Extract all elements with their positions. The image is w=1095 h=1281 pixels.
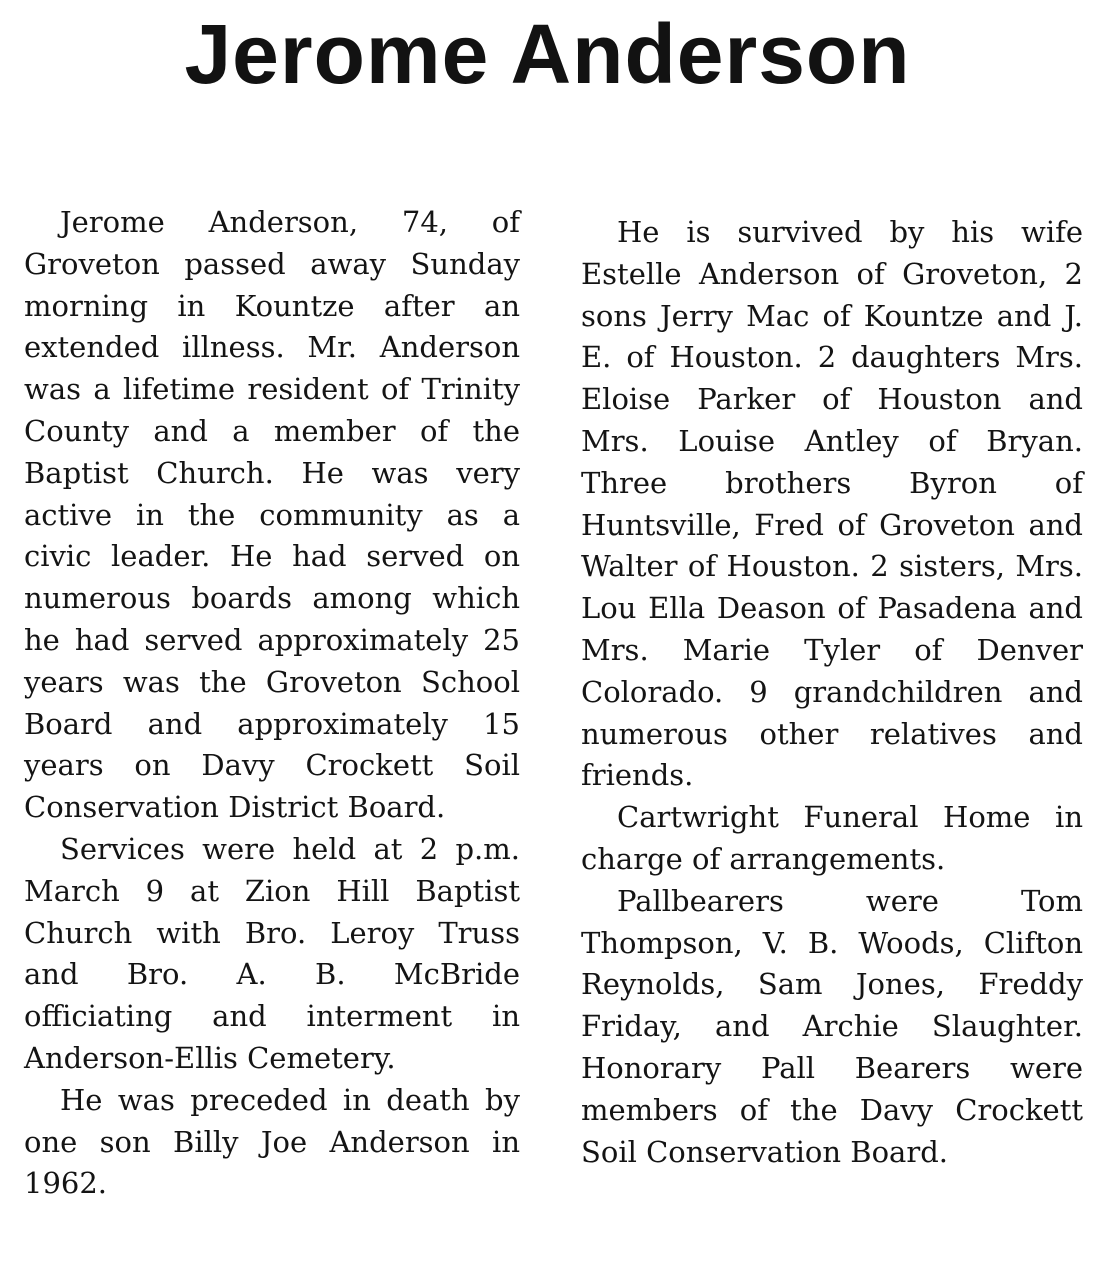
obituary-headline: Jerome Anderson xyxy=(184,7,911,101)
obituary-paragraph-death-notice: Jerome Anderson, 74, of Groveton passed away Sunday morning in Kountze after an extended illness. Mr. Anderson was a lifetime resident of Trinity County and a member of the Baptist Church. He was very active in the community as a civic leader. He had served on numerous boards among which he had served approximately 25 years was the Groveton School Board and approximately 15 years on Davy Crockett Soil Conservation District Board. xyxy=(24,205,520,825)
obituary-paragraph-pallbearers: Pallbearers were Tom Thompson, V. B. Woods, Clifton Reynolds, Sam Jones, Freddy Friday, and Archie Slaughter. Honorary Pall Bearers were members of the Davy Crockett Soil Conservation Board. xyxy=(581,883,1083,1169)
obituary-paragraph-funeral-home: Cartwright Funeral Home in charge of arrangements. xyxy=(581,800,1083,876)
obituary-paragraph-preceded: He was preceded in death by one son Billy Joe Anderson in 1962. xyxy=(24,1082,520,1201)
right-column xyxy=(581,212,1083,1173)
obituary-paragraph-services: Services were held at 2 p.m. March 9 at Zion Hill Baptist Church with Bro. Leroy Truss and Bro. A. B. McBride officiating and interment in Anderson-Ellis Cemetery. xyxy=(24,831,520,1075)
left-column xyxy=(24,202,520,1205)
obituary-paragraph-survivors: He is survived by his wife Estelle Anderson of Groveton, 2 sons Jerry Mac of Kountze and J. E. of Houston. 2 daughters Mrs. Eloise Parker of Houston and Mrs. Louise Antley of Bryan. Three brothers Byron of Huntsville, Fred of Groveton and Walter of Houston. 2 sisters, Mrs. Lou Ella Deason of Pasadena and Mrs. Marie Tyler of Denver Colorado. 9 grandchildren and numerous other relatives and friends. xyxy=(581,215,1083,793)
